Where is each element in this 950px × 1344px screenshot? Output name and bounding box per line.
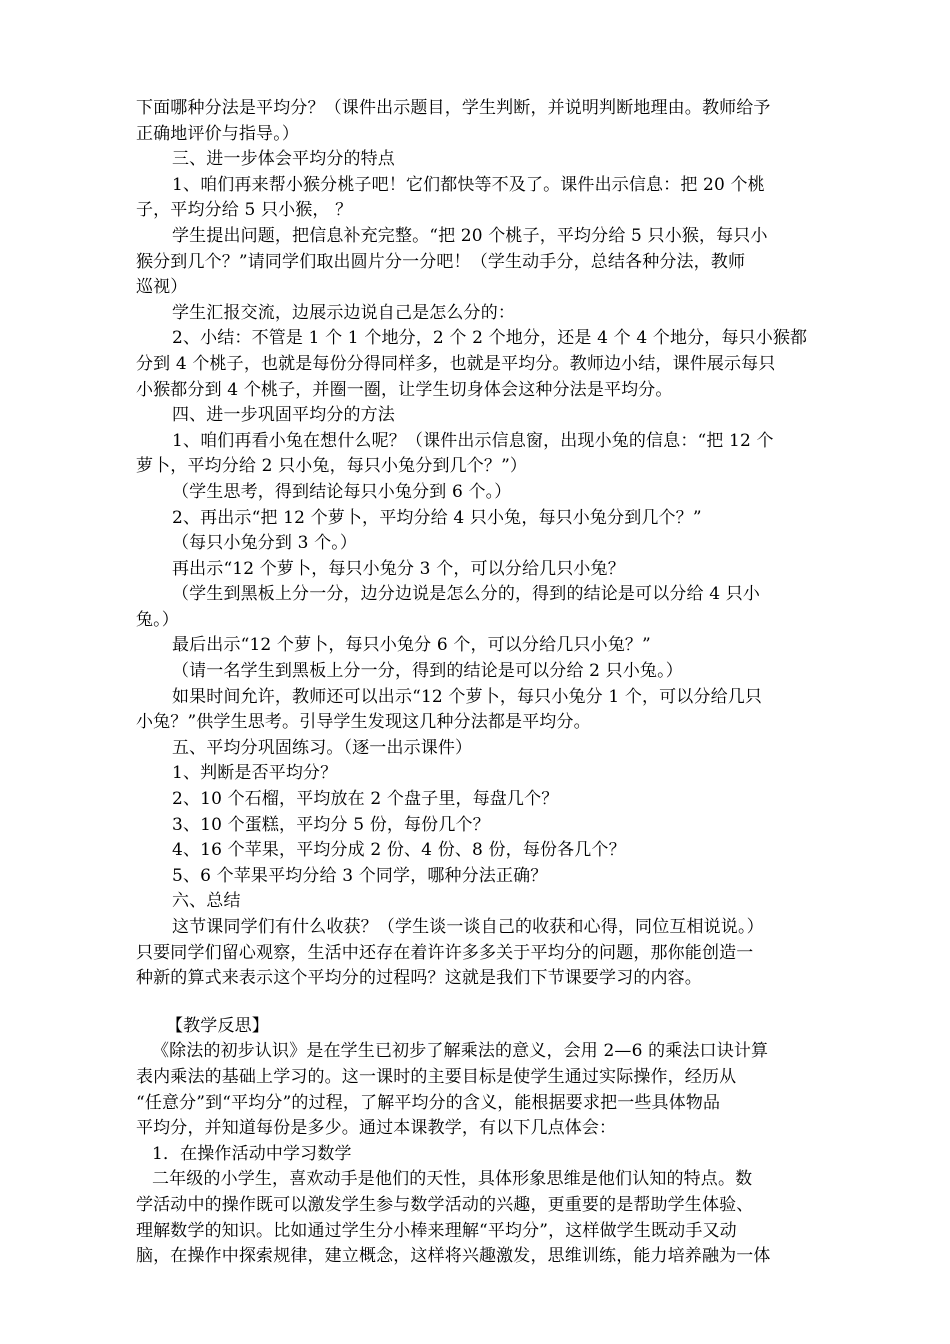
reflection-line: 二年级的小学生，喜欢动手是他们的天性，具体形象思维是他们认知的特点。数 [152,1169,753,1190]
text-line: 3、10 个蛋糕，平均分 5 份，每份几个？ [172,814,490,835]
text-line: 萝卜，平均分给 2 只小兔，每只小兔分到几个？”） [136,456,528,477]
text-line: （学生思考，得到结论每只小兔分到 6 个。） [172,481,512,502]
text-line: 正确地评价与指导。） [136,123,299,144]
text-line: 种新的算式来表示这个平均分的过程吗？这就是我们下节课要学习的内容。 [136,968,702,989]
text-line: 5、6 个苹果平均分给 3 个同学，哪种分法正确？ [172,865,548,886]
text-line: 三、进一步体会平均分的特点 [172,149,395,170]
text-line: 4、16 个苹果，平均分成 2 份、4 份、8 份，每份各几个？ [172,840,626,861]
reflection-line: 平均分，并知道每份是多少。通过本课教学，有以下几点体会： [136,1118,617,1139]
reflection-line: 理解数学的知识。比如通过学生分小棒来理解“平均分”，这样做学生既动手又动 [136,1220,737,1241]
text-line: 兔。） [136,609,179,630]
text-line: 1、咱们再看小兔在想什么呢？（课件出示信息窗，出现小兔的信息：“把 12 个 [172,430,774,451]
section-gap [136,992,816,1014]
text-line: 学生提出问题，把信息补充完整。“把 20 个桃子，平均分给 5 只小猴，每只小 [172,225,768,246]
text-line: （请一名学生到黑板上分一分，得到的结论是可以分给 2 只小兔。） [172,661,683,682]
text-line: 巡视） [136,277,188,298]
text-line: 四、进一步巩固平均分的方法 [172,405,395,426]
text-line: 下面哪种分法是平均分？（课件出示题目，学生判断，并说明判断地理由。教师给予 [136,98,771,118]
text-line: 2、小结：不管是 1 个 1 个地分，2 个 2 个地分，还是 4 个 4 个地分，每只小猴都 [172,328,808,349]
reflection-line: 脑，在操作中探索规律，建立概念，这样将兴趣激发，思维训练，能力培养融为一体 [136,1246,771,1267]
text-line: 学生汇报交流，边展示边说自己是怎么分的： [172,302,515,323]
document-body [136,96,816,1270]
reflection-line: 1．在操作活动中学习数学 [152,1143,352,1164]
text-line: 小兔？”供学生思考。引导学生发现这几种分法都是平均分。 [136,712,591,733]
text-line: （学生到黑板上分一分，边分边说是怎么分的，得到的结论是可以分给 4 只小 [172,584,761,605]
reflection-heading: 【教学反思】 [166,1015,269,1036]
text-line: 1、咱们再来帮小猴分桃子吧！它们都快等不及了。课件出示信息：把 20 个桃 [172,174,765,195]
text-line: 五、平均分巩固练习。（逐一出示课件） [172,737,473,758]
reflection-line: 表内乘法的基础上学习的。这一课时的主要目标是使学生通过实际操作，经历从 [136,1066,737,1087]
text-line: 子，平均分给 5 只小猴， ？ [136,200,353,221]
text-line: 六、总结 [172,891,241,912]
text-line: 只要同学们留心观察，生活中还存在着许许多多关于平均分的问题，那你能创造一 [136,942,754,963]
text-line: 再出示“12 个萝卜，每只小兔分 3 个，可以分给几只小兔？ [172,558,625,579]
text-line: 小猴都分到 4 个桃子，并圈一圈，让学生切身体会这种分法是平均分。 [136,379,673,400]
reflection-line: 《除法的初步认识》是在学生已初步了解乘法的意义，会用 2—6 的乘法口诀计算 [152,1041,769,1062]
text-line: 分到 4 个桃子，也就是每份分得同样多，也就是平均分。教师边小结，课件展示每只 [136,353,776,374]
text-line: 2、10 个石榴，平均放在 2 个盘子里，每盘几个？ [172,789,559,810]
text-line: 如果时间允许，教师还可以出示“12 个萝卜，每只小兔分 1 个，可以分给几只 [172,686,763,707]
text-line: 1、判断是否平均分？ [172,763,338,784]
text-line: 最后出示“12 个萝卜，每只小兔分 6 个，可以分给几只小兔？” [172,635,651,656]
reflection-line: “任意分”到“平均分”的过程，了解平均分的含义，能根据要求把一些具体物品 [136,1092,721,1113]
text-line: 2、再出示“把 12 个萝卜，平均分给 4 只小兔，每只小兔分到几个？” [172,507,702,528]
reflection-line: 学活动中的操作既可以激发学生参与数学活动的兴趣，更重要的是帮助学生体验、 [136,1194,754,1215]
text-line: （每只小兔分到 3 个。） [172,533,358,554]
text-line: 这节课同学们有什么收获？（学生谈一谈自己的收获和心得，同位互相说说。） [172,917,764,937]
text-line: 猴分到几个？”请同学们取出圆片分一分吧！（学生动手分，总结各种分法，教师 [136,251,746,272]
